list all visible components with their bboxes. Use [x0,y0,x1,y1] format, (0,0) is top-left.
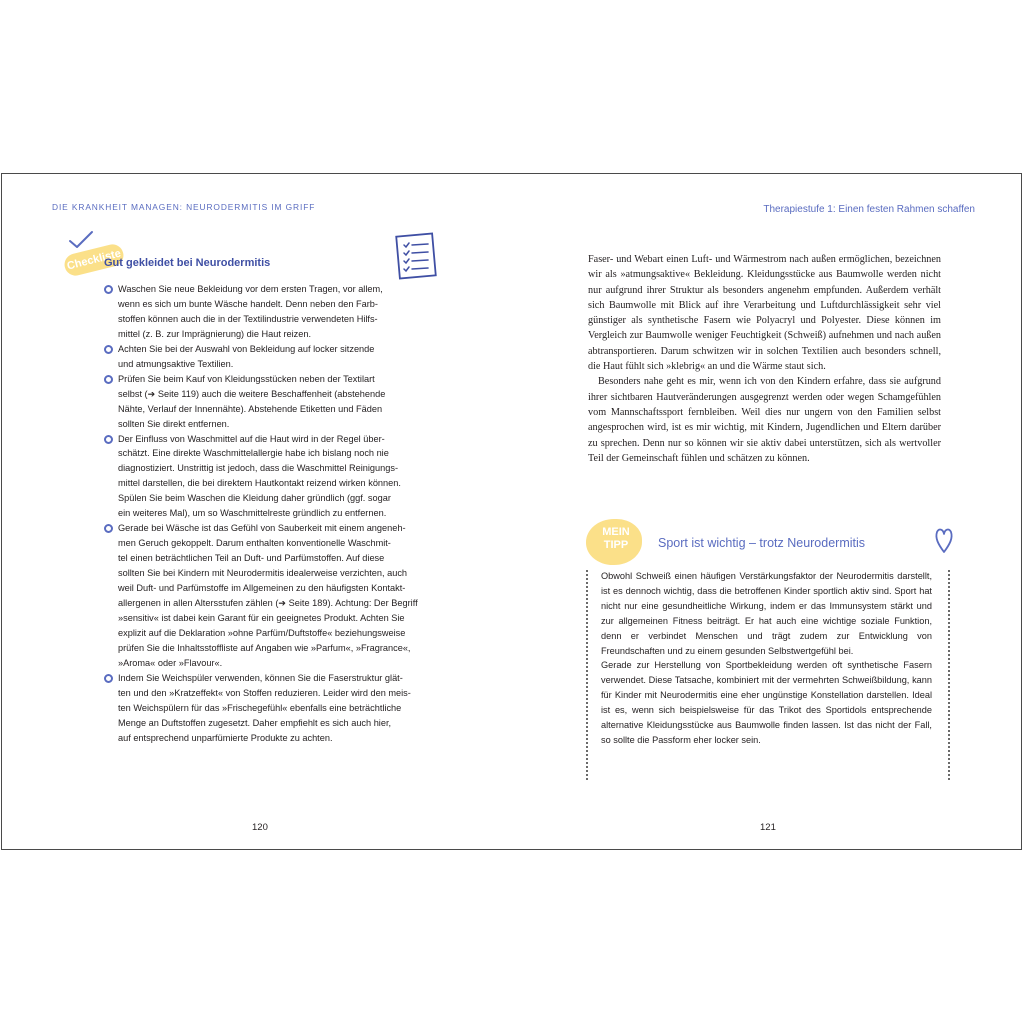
checklist-item-line: diagnostiziert. Unstrittig ist jedoch, dass die Waschmittel Reinigungs- [118,463,398,474]
tip-paragraph: Obwohl Schweiß einen häufigen Verstärkungsfaktor der Neurodermitis darstellt, ist es dennoch wichtig, dass die betroffenen Kinder sportlich aktiv sind. Sport hat nicht nur eine gesundheitliche Wirkung, indem er das Immunsystem stärkt und zur allgemeinen Fitness beiträgt. Er hat auch eine wichtige soziale Funktion, denn er verbindet Menschen und trägt zudem zur Entwicklung von Freundschaften und zu einem gesunden Selbstwertgefühl bei. [601,571,932,656]
checklist-item-line: weil Duft- und Parfümstoffe im Allgemeinen zu den häufigsten Kontakt- [118,583,406,594]
checklist-item [102,342,442,372]
checklist-item-line: ten Weichspülern für das »Frischegefühl« ebenfalls eine beträchtliche [118,702,402,713]
checklist-item-line: tel einen beträchtlichen Teil an Duft- und Parfümstoffen. Auf diese [118,553,385,564]
running-head-left: DIE KRANKHEIT MANAGEN: NEURODERMITIS IM GRIFF [52,202,316,212]
heart-icon [934,526,954,556]
body-text [588,252,941,466]
checklist-item-line: Waschen Sie neue Bekleidung vor dem ersten Tragen, vor allem, [118,284,383,294]
bullet-circle-icon [104,524,113,533]
checklist-item-line: wenn es sich um bunte Wäsche handelt. Denn neben den Farb- [118,298,378,309]
body-paragraph: Faser- und Webart einen Luft- und Wärmestrom nach außen ermöglichen, bezeichnen wir als »atmungsaktive« Bekleidung. Kleidungsstücke aus Baumwolle werden nicht nur aufgrund ihrer Struktur als besonders angenehm empfunden. Außerdem verhält sich Baumwolle mit Blick auf ihre Verarbeitung und Luftdurchlässigkeit sehr viel günstiger als synthetische Fasern wie Polyacryl und Polyester. Diese können im Vergleich zur Baumwolle weniger Feuchtigkeit (Schweiß) aufnehmen und nach außen abtransportieren. Darum schwitzen wir in solchen Textilien auch besonders schnell, die Haut fühlt sich »klebrig« an und die Wärme staut sich. [588,254,941,373]
checklist-item-line: Indem Sie Weichspüler verwenden, können Sie die Faserstruktur glät- [118,672,403,683]
checklist-item-line: Spülen Sie beim Waschen die Kleidung daher gründlich (ggf. sogar [118,493,391,504]
checklist-item-line: men Geruch gekoppelt. Darum enthalten konventionelle Waschmit- [118,538,391,549]
checklist-item-line: sollten Sie direkt entfernen. [118,418,230,429]
tip-title: Sport ist wichtig – trotz Neurodermitis [658,536,866,550]
checklist-item-line: Der Einfluss von Waschmittel auf die Haut wird in der Regel über- [118,433,385,444]
book-spread [1,173,1022,850]
checklist-item-line: mittel darstellen, die bei direktem Hautkontakt reizend wirken können. [118,478,401,489]
checklist-item-line: sollten Sie bei Kindern mit Neurodermitis idealerweise verzichten, auch [118,568,408,579]
body-paragraph: Besonders nahe geht es mir, wenn ich von den Kindern erfahre, dass sie aufgrund ihrer sichtbaren Hautveränderungen ausgegrenzt werden oder wegen Schamgefühlen vom Mannschaftssport fernbleiben. Weil dies nur ungern von den Familien selbst angesprochen wird, ist es mir wichtig, mit Kindern, Jugendlichen und Eltern darüber zu sprechen. Denn nur so können wir sie aktiv dabei unterstützen, sich als wertvoller Teil der Gemeinschaft fühlen und schätzen zu können. [588,376,941,464]
checklist-item-line: Achten Sie bei der Auswahl von Bekleidung auf locker sitzende [118,343,375,354]
checklist-item-line: und atmungsaktive Textilien. [118,358,234,369]
checklist-item-line: Nähte, Verlauf der Innennähte). Abstehende Etiketten und Fäden [118,403,383,414]
checklist-item-line: stoffen können auch die in der Textilindustrie verwendeten Hilfs- [118,313,378,324]
checklist-item-line: Prüfen Sie beim Kauf von Kleidungsstücken neben der Textilart [118,373,375,384]
checklist-item-line: ten und den »Kratzeffekt« von Stoffen reduzieren. Leider wird den meis- [118,687,411,698]
checklist-item [102,432,442,522]
page-number-right: 121 [760,822,776,833]
checklist-tag: Checkliste [62,242,126,278]
checklist-item-line: auf entsprechend unparfümierte Produkte zu achten. [118,732,333,743]
checkmark-icon [68,230,94,250]
checklist-item-line: Menge an Duftstoffen zugesetzt. Daher empfiehlt es sich auch hier, [118,717,392,728]
checklist-item [102,671,442,746]
checklist-items [102,282,442,746]
checklist-title: Gut gekleidet bei Neurodermitis [104,257,271,269]
checklist-item-line: selbst (➔ Seite 119) auch die weitere Beschaffenheit (abstehende [118,388,386,399]
bullet-circle-icon [104,435,113,444]
tip-paragraph: Gerade zur Herstellung von Sportbekleidung werden oft synthetische Fasern verwendet. Diese Tatsache, kombiniert mit der vermehrten Schweißbildung, kann für Kinder mit Neurodermitis eine eher ungünstige Konstellation darstellen. Ideal ist es, wenn sich beispielsweise für das Trikot des Sportidols entsprechende alternative Kleidungsstücke aus Baumwolle finden lassen. Ist das nicht der Fall, so sollte die Passform eher locker sein. [601,660,932,745]
clipboard-icon [394,231,440,281]
left-page [2,174,512,849]
checklist-item-line: »Aroma« oder »Flavour«. [118,657,223,668]
running-head-right: Therapiestufe 1: Einen festen Rahmen schaffen [763,204,975,215]
tip-text [601,569,932,748]
checklist-item-line: schätzt. Eine direkte Waschmittelallergie habe ich bislang noch nie [118,448,389,459]
checklist-item-line: prüfen Sie die Inhaltsstoffliste auf Angaben wie »Parfum«, »Fragrance«, [118,642,411,653]
tip-label: MEIN TIPP [602,526,630,551]
checklist-item-line: ein weiteres Mal), um so Waschmittelreste gründlich zu entfernen. [118,508,387,519]
checklist-item-line: mittel (z. B. zur Imprägnierung) die Haut reizen. [118,328,312,339]
checklist-item [102,521,442,671]
checklist-item [102,372,442,432]
right-page [512,174,1023,849]
bullet-circle-icon [104,345,113,354]
checklist-item-line: explizit auf die Deklaration »ohne Parfüm/Duftstoffe« beziehungsweise [118,627,406,638]
bullet-circle-icon [104,375,113,384]
page-number-left: 120 [252,822,268,833]
bullet-circle-icon [104,674,113,683]
bullet-circle-icon [104,285,113,294]
checklist-item-line: allergenen in allen Altersstufen zählen (➔ Seite 189). Achtung: Der Begriff [118,598,418,609]
checklist-item-line: Gerade bei Wäsche ist das Gefühl von Sauberkeit mit einem angeneh- [118,523,406,534]
checklist-item [102,282,442,342]
checklist-item-line: »sensitiv« ist dabei kein Garant für ein geeignetes Produkt. Achten Sie [118,612,405,623]
